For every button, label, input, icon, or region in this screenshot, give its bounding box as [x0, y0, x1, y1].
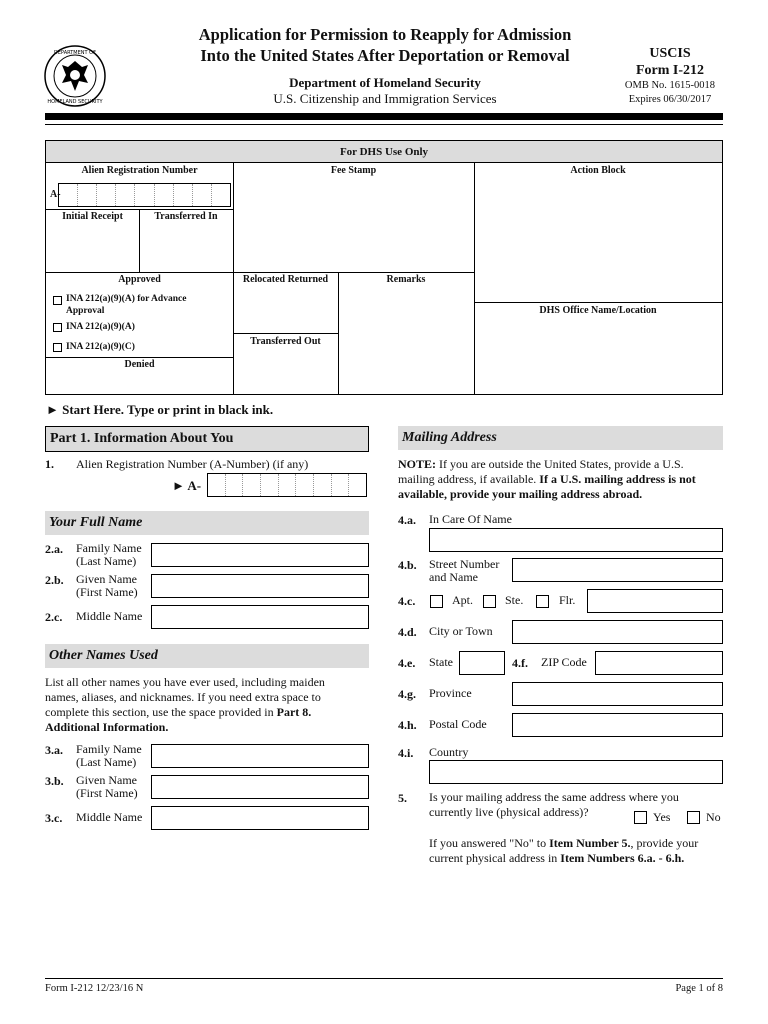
denied-label: Denied: [124, 359, 155, 370]
item-number: 4.g.: [398, 687, 416, 701]
label-text: Given Name: [76, 572, 137, 586]
other-names-instructions: [45, 675, 375, 735]
a-prefix-label: A-: [50, 189, 61, 200]
label-text: Street Number: [429, 557, 500, 571]
ina-9c-option: INA 212(a)(9)(C): [66, 342, 135, 352]
footer-page-number: Page 1 of 8: [675, 983, 723, 994]
instruction-text: List all other names you have ever used, including maiden: [45, 675, 325, 689]
label-text: Family Name: [76, 742, 142, 756]
ina-9a-checkbox[interactable]: [53, 323, 62, 332]
family-name-label: [76, 542, 142, 568]
item-number: 5.: [398, 791, 407, 805]
postal-code-label: Postal Code: [429, 717, 487, 731]
item-number: 4.h.: [398, 718, 417, 732]
other-names-heading: Other Names Used: [45, 644, 369, 668]
start-here-instruction: ► Start Here. Type or print in black ink.: [46, 402, 274, 417]
item-number: 2.c.: [45, 610, 63, 624]
mailing-note: [398, 457, 723, 502]
other-given-name-label: [76, 774, 138, 800]
advance-approval-checkbox[interactable]: [53, 296, 62, 305]
same-address-question: [429, 790, 723, 820]
item-number: 4.i.: [398, 746, 414, 760]
item-number: 1.: [45, 457, 54, 471]
department-block: [150, 75, 620, 107]
divider: [46, 357, 233, 358]
family-name-input[interactable]: [151, 543, 369, 567]
note-label: NOTE:: [398, 457, 437, 471]
divider: [233, 333, 338, 334]
uscis-label: USCIS: [649, 46, 691, 61]
country-label: Country: [429, 745, 469, 759]
dhs-a-number-field[interactable]: [58, 183, 231, 207]
item-number: 2.a.: [45, 542, 63, 556]
header-rule-thin: [45, 124, 723, 125]
expiration-date: Expires 06/30/2017: [628, 94, 712, 105]
advance-approval-option: [66, 293, 186, 317]
item-number: 4.b.: [398, 558, 417, 572]
header-rule-thick: [45, 113, 723, 120]
other-family-name-input[interactable]: [151, 744, 369, 768]
street-input[interactable]: [512, 558, 723, 582]
in-care-of-input[interactable]: [429, 528, 723, 552]
physical-address-instruction: [429, 836, 723, 866]
label-text: and Name: [429, 570, 478, 584]
country-input[interactable]: [429, 760, 723, 784]
given-name-label: [76, 573, 138, 599]
form-id-block: [615, 45, 725, 107]
question-text: Is your mailing address the same address where you: [429, 790, 679, 804]
note-text: If you are outside the United States, provide a U.S.: [436, 457, 684, 471]
item-number: 4.d.: [398, 625, 417, 639]
middle-name-label: Middle Name: [76, 609, 143, 623]
form-number: Form I-212: [635, 63, 705, 78]
ina-9a-option: INA 212(a)(9)(A): [66, 322, 135, 332]
divider: [474, 163, 475, 395]
no-label: No: [706, 810, 721, 824]
option-text: Approval: [66, 306, 105, 316]
dhs-use-only-heading: For DHS Use Only: [46, 141, 722, 163]
note-text-bold: available, provide your mailing address abroad.: [398, 487, 643, 501]
form-title: [150, 24, 620, 66]
zip-input[interactable]: [595, 651, 723, 675]
label-text: (Last Name): [76, 755, 137, 769]
label-text: Family Name: [76, 541, 142, 555]
label-text: Given Name: [76, 773, 137, 787]
instruction-text: If you answered "No" to: [429, 836, 550, 850]
svg-text:DEPARTMENT OF: DEPARTMENT OF: [54, 50, 96, 56]
omb-number: OMB No. 1615-0018: [624, 80, 716, 91]
dhs-use-only-block: [45, 140, 723, 395]
instruction-text-bold: Part 8.: [276, 705, 312, 719]
instruction-text: names, aliases, and nicknames. If you need extra space to: [45, 690, 321, 704]
instruction-text: , provide your: [630, 836, 699, 850]
item-number: 4.a.: [398, 513, 416, 527]
same-address-yes-checkbox[interactable]: [634, 811, 647, 824]
divider: [474, 302, 722, 303]
street-label: [429, 558, 499, 584]
title-line-1: Application for Permission to Reapply for Admission: [198, 25, 572, 44]
given-name-input[interactable]: [151, 574, 369, 598]
svg-text:HOMELAND SECURITY: HOMELAND SECURITY: [47, 99, 103, 105]
relocated-returned-label: Relocated Returned: [242, 274, 329, 285]
city-input[interactable]: [512, 620, 723, 644]
label-text: (Last Name): [76, 554, 137, 568]
a-number-prefix: ► A-: [172, 478, 202, 493]
postal-code-input[interactable]: [512, 713, 723, 737]
fee-stamp-label: Fee Stamp: [330, 165, 377, 176]
label-text: (First Name): [76, 786, 138, 800]
middle-name-input[interactable]: [151, 605, 369, 629]
question-text: currently live (physical address)?: [429, 805, 589, 819]
item-number: 3.b.: [45, 774, 64, 788]
remarks-label: Remarks: [386, 274, 426, 285]
divider: [338, 272, 339, 395]
other-family-name-label: [76, 743, 142, 769]
province-input[interactable]: [512, 682, 723, 706]
flr-label: Flr.: [559, 593, 576, 607]
note-text: mailing address, if available.: [398, 472, 540, 486]
department-name: Department of Homeland Security: [289, 75, 481, 90]
zip-label: ZIP Code: [541, 655, 587, 669]
yes-label: Yes: [653, 810, 671, 824]
note-text-bold: If a U.S. mailing address is not: [539, 472, 696, 486]
dhs-office-label: DHS Office Name/Location: [539, 305, 657, 316]
action-block-label: Action Block: [570, 165, 626, 176]
part1-heading: Part 1. Information About You: [45, 426, 369, 452]
approved-label: Approved: [118, 274, 161, 285]
in-care-of-label: In Care Of Name: [429, 512, 512, 526]
flr-checkbox[interactable]: [536, 595, 549, 608]
ste-checkbox[interactable]: [483, 595, 496, 608]
a-number-input[interactable]: [207, 473, 367, 497]
city-label: City or Town: [429, 624, 493, 638]
item-number: 2.b.: [45, 573, 64, 587]
ina-9c-checkbox[interactable]: [53, 343, 62, 352]
divider: [46, 272, 474, 273]
transferred-in-label: Transferred In: [154, 211, 218, 222]
divider: [46, 209, 233, 210]
initial-receipt-label: Initial Receipt: [62, 211, 123, 222]
item-number: 4.f.: [512, 656, 528, 670]
ste-label: Ste.: [505, 593, 524, 607]
transferred-out-label: Transferred Out: [250, 336, 321, 347]
other-middle-name-input[interactable]: [151, 806, 369, 830]
instruction-text-bold: Item Number 5.: [549, 836, 631, 850]
item-number: 4.e.: [398, 656, 416, 670]
dhs-seal-icon: [44, 45, 106, 107]
instruction-text: complete this section, use the space provided in: [45, 705, 277, 719]
mailing-address-heading: Mailing Address: [398, 426, 723, 450]
instruction-text-bold: Additional Information.: [45, 720, 169, 734]
instruction-text: current physical address in: [429, 851, 561, 865]
footer-rule: [45, 978, 723, 979]
apt-checkbox[interactable]: [430, 595, 443, 608]
apt-label: Apt.: [452, 593, 473, 607]
other-middle-name-label: Middle Name: [76, 810, 143, 824]
same-address-no-checkbox[interactable]: [687, 811, 700, 824]
unit-number-input[interactable]: [587, 589, 723, 613]
footer-form-edition: Form I-212 12/23/16 N: [45, 983, 144, 994]
a-number-label: Alien Registration Number (A-Number) (if any): [76, 457, 309, 471]
item-number: 3.c.: [45, 811, 63, 825]
full-name-heading: Your Full Name: [45, 511, 369, 535]
option-text: INA 212(a)(9)(A) for Advance: [66, 294, 187, 304]
title-line-2: Into the United States After Deportation or Removal: [200, 46, 570, 65]
state-select[interactable]: [459, 651, 505, 675]
item-number: 4.c.: [398, 594, 416, 608]
instruction-text-bold: Item Numbers 6.a. - 6.h.: [560, 851, 685, 865]
agency-name: U.S. Citizenship and Immigration Services: [273, 91, 497, 106]
other-given-name-input[interactable]: [151, 775, 369, 799]
item-number: 3.a.: [45, 743, 63, 757]
province-label: Province: [429, 686, 472, 700]
state-label: State: [429, 655, 453, 669]
alien-registration-label: Alien Registration Number: [81, 165, 198, 176]
label-text: (First Name): [76, 585, 138, 599]
